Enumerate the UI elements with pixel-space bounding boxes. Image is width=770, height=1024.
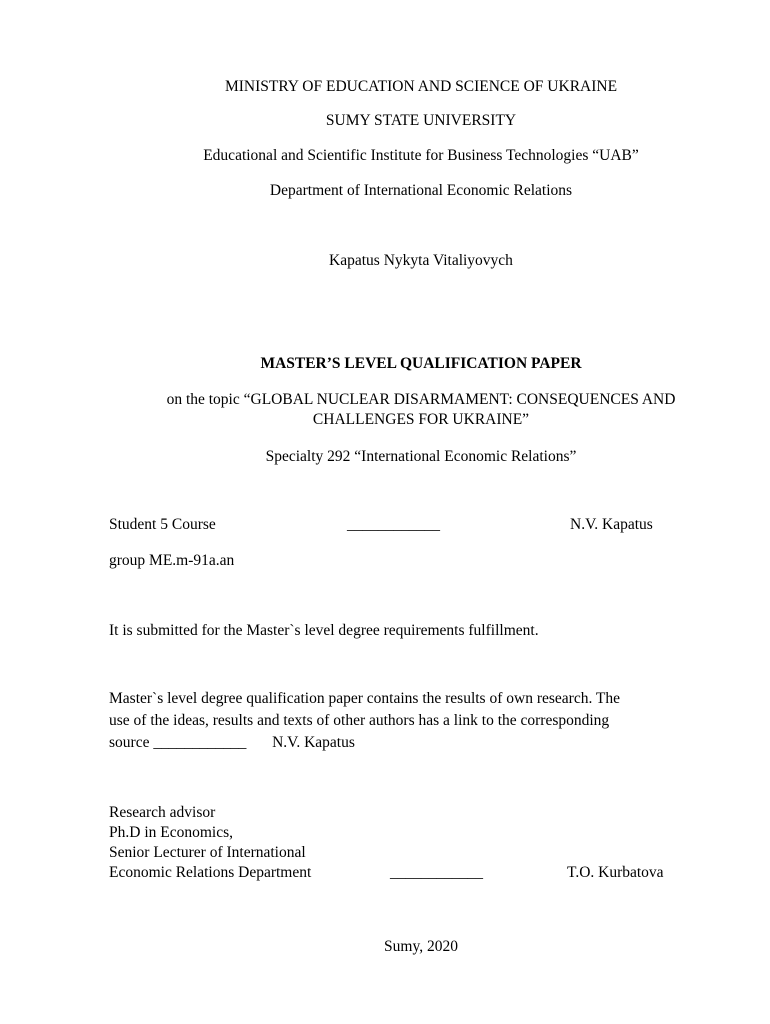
advisor-role: Research advisor [109, 804, 216, 821]
university-heading: SUMY STATE UNIVERSITY [325, 112, 517, 129]
department-heading: Department of International Economic Relations [269, 182, 573, 199]
student-course: Student 5 Course [109, 516, 216, 533]
advisor-degree: Ph.D in Economics, [109, 824, 233, 841]
advisor-position-line2: Economic Relations Department [109, 864, 312, 881]
paper-specialty: Specialty 292 “International Economic Relations” [265, 448, 577, 465]
institute-heading: Educational and Scientific Institute for Business Technologies “UAB” [203, 147, 639, 164]
student-name: N.V. Kapatus [570, 516, 653, 533]
advisor-name: T.O. Kurbatova [567, 864, 664, 881]
submission-statement: It is submitted for the Master`s level degree requirements fulfillment. [109, 622, 539, 639]
paper-topic-line2: CHALLENGES FOR UKRAINE” [312, 411, 530, 428]
declaration-source-signature: source ____________ [109, 734, 247, 751]
paper-topic-line1: on the topic “GLOBAL NUCLEAR DISARMAMENT: CONSEQUENCES AND [166, 391, 676, 408]
advisor-signature-line: ____________ [390, 864, 483, 881]
student-signature-line: ____________ [347, 516, 440, 533]
declaration-line3 [109, 732, 620, 754]
declaration-name: N.V. Kapatus [272, 734, 355, 751]
place-year: Sumy, 2020 [384, 938, 458, 955]
author-name: Kapatus Nykyta Vitaliyovych [329, 252, 513, 269]
advisor-position-line1: Senior Lecturer of International [109, 844, 306, 861]
paper-type: MASTER’S LEVEL QUALIFICATION PAPER [260, 355, 582, 372]
student-group: group ME.m-91a.an [109, 552, 235, 569]
declaration-line2: use of the ideas, results and texts of other authors has a link to the corresponding [109, 712, 610, 729]
ministry-heading: MINISTRY OF EDUCATION AND SCIENCE OF UKRAINE [224, 78, 618, 95]
declaration-line1: Master`s level degree qualification paper contains the results of own research. The [109, 690, 621, 707]
declaration-paragraph [109, 688, 620, 754]
